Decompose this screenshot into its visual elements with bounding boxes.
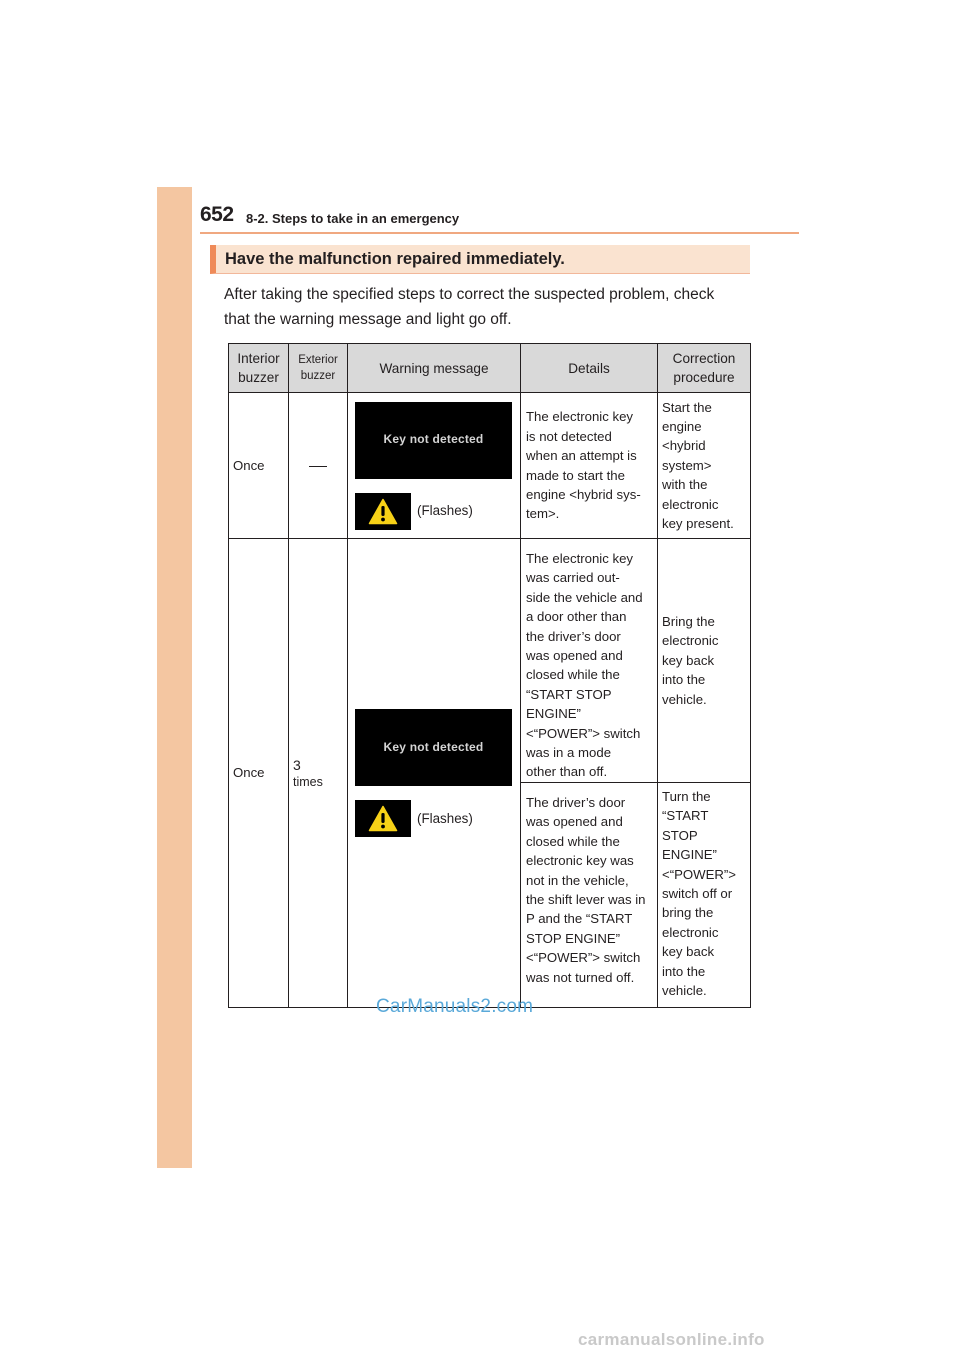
header-divider: [200, 232, 799, 234]
warning-message-cell: [348, 393, 521, 539]
watermark-link[interactable]: CarManuals2.com: [376, 996, 534, 1017]
header-warning-message: Warning message: [348, 344, 521, 393]
exterior-buzzer-cell: 3 times: [289, 539, 348, 1008]
exterior-buzzer-cell: [289, 393, 348, 539]
intro-line: After taking the specified steps to correct the suspected problem, check: [224, 286, 715, 303]
interior-buzzer-cell: Once: [229, 393, 289, 539]
header-correction: Correction procedure: [658, 344, 751, 393]
correction-cell: Turn the “START STOP ENGINE” <“POWER”> switch off or bring the electronic key back into the vehicle.: [658, 782, 751, 1007]
details-cell: The electronic key was carried out- side the vehicle and a door other than the driver’s door was opened and closed while the “START STOP ENGINE” <“POWER”> switch was in a mode other than off.: [521, 539, 658, 783]
flash-indicator: [355, 800, 520, 837]
table-row: [229, 539, 751, 783]
page-number: 652: [200, 203, 234, 226]
key-not-detected-display: Key not detected: [355, 709, 512, 786]
section-title: 8-2. Steps to take in an emergency: [246, 211, 460, 226]
intro-paragraph: [224, 282, 750, 332]
table-header-row: [229, 344, 751, 393]
warning-message-cell: [348, 539, 521, 1008]
warning-triangle-icon: [355, 493, 411, 530]
details-cell: The driver’s door was opened and closed while the electronic key was not in the vehicle, the shift lever was in P and the “START STOP ENGINE” <“POWER”> switch was not turned off.: [521, 782, 658, 1007]
footer-site-watermark: carmanualsonline.info: [578, 1330, 765, 1349]
correction-cell: Start the engine <hybrid system> with the electronic key present.: [658, 393, 751, 539]
intro-line: that the warning message and light go off.: [224, 311, 512, 328]
header-interior-buzzer: Interior buzzer: [229, 344, 289, 393]
flashes-label: (Flashes): [417, 503, 473, 519]
dash-mark: [309, 466, 327, 467]
header-details: Details: [521, 344, 658, 393]
flash-indicator: [355, 493, 520, 530]
key-not-detected-display: Key not detected: [355, 402, 512, 479]
section-heading: Have the malfunction repaired immediately.: [210, 245, 750, 274]
table-row: [229, 393, 751, 539]
warning-triangle-icon: [355, 800, 411, 837]
interior-buzzer-cell: Once: [229, 539, 289, 1008]
warning-table: [228, 343, 751, 1008]
sidebar-tab: [157, 187, 192, 1168]
details-cell: The electronic key is not detected when an attempt is made to start the engine <hybrid sys- tem>.: [521, 393, 658, 539]
correction-cell: Bring the electronic key back into the vehicle.: [658, 539, 751, 783]
flashes-label: (Flashes): [417, 810, 473, 826]
header-exterior-buzzer: Exterior buzzer: [289, 344, 348, 393]
